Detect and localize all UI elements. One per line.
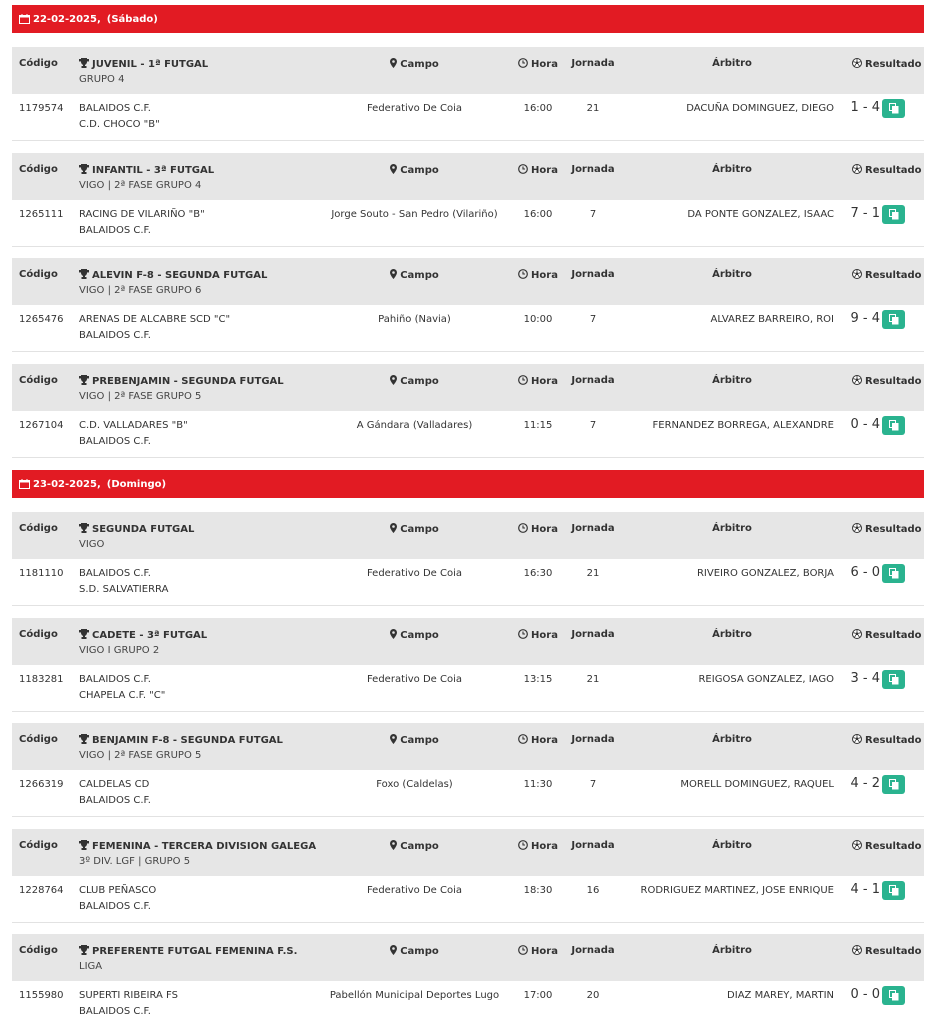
match-row[interactable]	[12, 981, 924, 1018]
hora-value: 16:00	[523, 103, 553, 114]
away-team[interactable]: BALAIDOS C.F.	[79, 225, 151, 236]
resultado-header	[852, 945, 922, 957]
jornada-header: Jornada	[571, 375, 615, 386]
match-header-row	[12, 512, 924, 559]
campo-value: Federativo De Coia	[366, 568, 463, 579]
copy-result-button[interactable]	[882, 986, 905, 1005]
code-header: Código	[19, 375, 58, 386]
campo-value: Foxo (Caldelas)	[376, 779, 453, 790]
campo-header	[322, 840, 507, 852]
map-marker-icon	[390, 269, 397, 279]
copy-icon	[889, 420, 899, 431]
trophy-icon	[79, 375, 89, 385]
jornada-value: 7	[589, 420, 597, 431]
hora-header-label: Hora	[531, 735, 558, 746]
campo-header-label: Campo	[400, 630, 439, 641]
resultado-header-label: Resultado	[865, 165, 922, 176]
arbitro-header: Árbitro	[712, 523, 752, 534]
match-header-row	[12, 364, 924, 411]
match-header-row	[12, 934, 924, 981]
resultado-header	[852, 523, 922, 535]
jornada-header: Jornada	[571, 269, 615, 280]
competition-name	[79, 734, 283, 746]
home-team[interactable]: CLUB PEÑASCO	[79, 885, 157, 896]
copy-result-button[interactable]	[882, 564, 905, 583]
map-marker-icon	[390, 945, 397, 955]
map-marker-icon	[390, 734, 397, 744]
match-score: 0 - 4	[850, 417, 880, 432]
hora-value: 16:00	[523, 209, 553, 220]
jornada-value: 7	[589, 314, 597, 325]
match-score: 1 - 4	[850, 100, 880, 115]
hora-header-label: Hora	[531, 524, 558, 535]
jornada-value: 7	[589, 209, 597, 220]
campo-value: Jorge Souto - San Pedro (Vilariño)	[331, 209, 498, 220]
competition-name	[79, 269, 267, 281]
arbitro-value: FERNANDEZ BORREGA, ALEXANDRE	[652, 420, 834, 431]
campo-header	[322, 269, 507, 281]
home-team[interactable]: BALAIDOS C.F.	[79, 674, 151, 685]
resultado-header-label: Resultado	[865, 735, 922, 746]
competition-label: ALEVIN F-8 - SEGUNDA FUTGAL	[92, 270, 268, 281]
arbitro-value: MORELL DOMINGUEZ, RAQUEL	[680, 779, 834, 790]
map-marker-icon	[390, 164, 397, 174]
match-header-row	[12, 829, 924, 876]
trophy-icon	[79, 945, 89, 955]
map-marker-icon	[390, 58, 397, 68]
match-card	[12, 829, 924, 923]
match-row[interactable]	[12, 94, 924, 141]
hora-header-label: Hora	[531, 165, 558, 176]
day-header	[12, 5, 924, 33]
soccer-ball-icon	[852, 164, 862, 174]
hora-header	[512, 945, 564, 957]
soccer-ball-icon	[852, 58, 862, 68]
code-header: Código	[19, 269, 58, 280]
code-header: Código	[19, 523, 58, 534]
arbitro-value: DA PONTE GONZALEZ, ISAAC	[687, 209, 834, 220]
competition-group: VIGO | 2ª FASE GRUPO 6	[79, 285, 202, 296]
clock-icon	[518, 269, 528, 279]
jornada-value: 20	[586, 990, 600, 1001]
competition-group: VIGO | 2ª FASE GRUPO 5	[79, 391, 202, 402]
copy-result-button[interactable]	[882, 310, 905, 329]
arbitro-header: Árbitro	[712, 269, 752, 280]
hora-header-label: Hora	[531, 376, 558, 387]
arbitro-value: RIVEIRO GONZALEZ, BORJA	[696, 568, 834, 579]
copy-icon	[889, 779, 899, 790]
match-card	[12, 364, 924, 458]
competition-name	[79, 523, 194, 535]
match-score: 0 - 0	[850, 987, 880, 1002]
jornada-header: Jornada	[571, 629, 615, 640]
home-team[interactable]: CALDELAS CD	[79, 779, 150, 790]
trophy-icon	[79, 269, 89, 279]
match-card	[12, 153, 924, 247]
home-team[interactable]: BALAIDOS C.F.	[79, 103, 151, 114]
arbitro-header: Árbitro	[712, 734, 752, 745]
competition-name	[79, 164, 214, 176]
campo-value: Federativo De Coia	[366, 103, 463, 114]
competition-label: PREBENJAMIN - SEGUNDA FUTGAL	[92, 376, 284, 387]
competition-group: VIGO | 2ª FASE GRUPO 4	[79, 180, 202, 191]
campo-header-label: Campo	[400, 841, 439, 852]
competition-group: GRUPO 4	[79, 74, 125, 85]
jornada-header: Jornada	[571, 164, 615, 175]
map-marker-icon	[390, 523, 397, 533]
trophy-icon	[79, 58, 89, 68]
resultado-header-label: Resultado	[865, 376, 922, 387]
competition-group: VIGO I GRUPO 2	[79, 645, 160, 656]
soccer-ball-icon	[852, 269, 862, 279]
hora-header	[512, 523, 564, 535]
match-code: 1266319	[19, 779, 64, 790]
match-code: 1155980	[19, 990, 64, 1001]
resultado-header	[852, 164, 922, 176]
hora-header	[512, 164, 564, 176]
code-header: Código	[19, 840, 58, 851]
clock-icon	[518, 629, 528, 639]
match-code: 1265476	[19, 314, 64, 325]
map-marker-icon	[390, 840, 397, 850]
clock-icon	[518, 164, 528, 174]
resultado-header	[852, 734, 922, 746]
copy-result-button[interactable]	[882, 205, 905, 224]
competition-group: LIGA	[79, 961, 103, 972]
campo-header	[322, 734, 507, 746]
copy-result-button[interactable]	[882, 775, 905, 794]
arbitro-value: ALVAREZ BARREIRO, ROI	[710, 314, 834, 325]
campo-header-label: Campo	[400, 735, 439, 746]
campo-header	[322, 629, 507, 641]
competition-label: SEGUNDA FUTGAL	[92, 524, 195, 535]
clock-icon	[518, 523, 528, 533]
campo-value: A Gándara (Valladares)	[356, 420, 473, 431]
competition-name	[79, 629, 207, 641]
campo-header-label: Campo	[400, 376, 439, 387]
competition-label: BENJAMIN F-8 - SEGUNDA FUTGAL	[92, 735, 283, 746]
arbitro-header: Árbitro	[712, 840, 752, 851]
match-code: 1265111	[19, 209, 64, 220]
hora-header-label: Hora	[531, 946, 558, 957]
match-row[interactable]	[12, 559, 924, 606]
arbitro-value: DIAZ MAREY, MARTIN	[727, 990, 834, 1001]
match-code: 1267104	[19, 420, 64, 431]
match-header-row	[12, 258, 924, 305]
competition-name	[79, 945, 297, 957]
campo-header-label: Campo	[400, 165, 439, 176]
calendar-icon	[19, 14, 30, 24]
arbitro-value: REIGOSA GONZALEZ, IAGO	[698, 674, 834, 685]
hora-value: 13:15	[523, 674, 553, 685]
copy-icon	[889, 568, 899, 579]
away-team[interactable]: BALAIDOS C.F.	[79, 330, 151, 341]
soccer-ball-icon	[852, 523, 862, 533]
code-header: Código	[19, 734, 58, 745]
match-header-row	[12, 618, 924, 665]
copy-result-button[interactable]	[882, 99, 905, 118]
day-weekday: (Domingo)	[106, 478, 167, 490]
arbitro-header: Árbitro	[712, 375, 752, 386]
code-header: Código	[19, 164, 58, 175]
map-marker-icon	[390, 629, 397, 639]
match-card	[12, 47, 924, 141]
campo-header-label: Campo	[400, 946, 439, 957]
competition-name	[79, 58, 208, 70]
hora-header-label: Hora	[531, 630, 558, 641]
jornada-value: 21	[586, 674, 600, 685]
hora-header	[512, 375, 564, 387]
resultado-header-label: Resultado	[865, 59, 922, 70]
away-team[interactable]: BALAIDOS C.F.	[79, 795, 151, 806]
jornada-header: Jornada	[571, 945, 615, 956]
match-card	[12, 618, 924, 712]
trophy-icon	[79, 629, 89, 639]
resultado-header	[852, 269, 922, 281]
resultado-header	[852, 629, 922, 641]
copy-icon	[889, 885, 899, 896]
clock-icon	[518, 734, 528, 744]
map-marker-icon	[390, 375, 397, 385]
match-row[interactable]	[12, 770, 924, 817]
hora-header	[512, 734, 564, 746]
arbitro-header: Árbitro	[712, 58, 752, 69]
match-score: 4 - 2	[850, 776, 880, 791]
match-row[interactable]	[12, 876, 924, 923]
match-row[interactable]	[12, 411, 924, 458]
competition-group: VIGO	[79, 539, 105, 550]
match-row[interactable]	[12, 305, 924, 352]
match-code: 1181110	[19, 568, 64, 579]
campo-value: Federativo De Coia	[366, 674, 463, 685]
match-code: 1183281	[19, 674, 64, 685]
clock-icon	[518, 840, 528, 850]
copy-result-button[interactable]	[882, 416, 905, 435]
resultado-header-label: Resultado	[865, 946, 922, 957]
resultado-header-label: Resultado	[865, 841, 922, 852]
match-header-row	[12, 47, 924, 94]
day-header	[12, 470, 924, 498]
soccer-ball-icon	[852, 629, 862, 639]
competition-label: FEMENINA - TERCERA DIVISION GALEGA	[92, 841, 317, 852]
code-header: Código	[19, 58, 58, 69]
hora-header	[512, 58, 564, 70]
jornada-value: 21	[586, 568, 600, 579]
competition-group: 3º DIV. LGF | GRUPO 5	[79, 856, 191, 867]
away-team[interactable]: BALAIDOS C.F.	[79, 436, 151, 447]
match-card	[12, 934, 924, 1018]
competition-label: CADETE - 3ª FUTGAL	[92, 630, 208, 641]
trophy-icon	[79, 523, 89, 533]
match-header-row	[12, 723, 924, 770]
copy-result-button[interactable]	[882, 670, 905, 689]
campo-header-label: Campo	[400, 59, 439, 70]
campo-header	[322, 58, 507, 70]
competition-label: JUVENIL - 1ª FUTGAL	[92, 59, 209, 70]
campo-header	[322, 164, 507, 176]
hora-header-label: Hora	[531, 270, 558, 281]
campo-header-label: Campo	[400, 524, 439, 535]
match-score: 4 - 1	[850, 882, 880, 897]
arbitro-header: Árbitro	[712, 164, 752, 175]
competition-label: PREFERENTE FUTGAL FEMENINA F.S.	[92, 946, 298, 957]
copy-result-button[interactable]	[882, 881, 905, 900]
resultado-header-label: Resultado	[865, 524, 922, 535]
away-team[interactable]: CHAPELA C.F. "C"	[79, 690, 166, 701]
match-code: 1228764	[19, 885, 64, 896]
clock-icon	[518, 58, 528, 68]
day-weekday: (Sábado)	[106, 13, 158, 25]
clock-icon	[518, 945, 528, 955]
trophy-icon	[79, 840, 89, 850]
resultado-header	[852, 58, 922, 70]
day-date: 22-02-2025,	[33, 13, 101, 25]
resultado-header-label: Resultado	[865, 630, 922, 641]
trophy-icon	[79, 734, 89, 744]
match-card	[12, 723, 924, 817]
match-header-row	[12, 153, 924, 200]
arbitro-value: RODRIGUEZ MARTINEZ, JOSE ENRIQUE	[640, 885, 834, 896]
home-team[interactable]: ARENAS DE ALCABRE SCD "C"	[79, 314, 231, 325]
match-card	[12, 512, 924, 606]
competition-group: VIGO | 2ª FASE GRUPO 5	[79, 750, 202, 761]
match-card	[12, 258, 924, 352]
jornada-header: Jornada	[571, 58, 615, 69]
hora-value: 10:00	[523, 314, 553, 325]
hora-value: 11:15	[523, 420, 553, 431]
jornada-value: 16	[586, 885, 600, 896]
arbitro-value: DACUÑA DOMINGUEZ, DIEGO	[686, 103, 834, 114]
match-row[interactable]	[12, 200, 924, 247]
competition-label: INFANTIL - 3ª FUTGAL	[92, 165, 215, 176]
competition-name	[79, 375, 284, 387]
hora-header	[512, 629, 564, 641]
day-date: 23-02-2025,	[33, 478, 101, 490]
home-team[interactable]: BALAIDOS C.F.	[79, 568, 151, 579]
code-header: Código	[19, 629, 58, 640]
hora-header-label: Hora	[531, 841, 558, 852]
away-team[interactable]: BALAIDOS C.F.	[79, 901, 151, 912]
resultado-header-label: Resultado	[865, 270, 922, 281]
match-code: 1179574	[19, 103, 64, 114]
jornada-header: Jornada	[571, 734, 615, 745]
resultado-header	[852, 375, 922, 387]
home-team[interactable]: C.D. VALLADARES "B"	[79, 420, 188, 431]
away-team[interactable]: C.D. CHOCO "B"	[79, 119, 160, 130]
hora-value: 11:30	[523, 779, 553, 790]
copy-icon	[889, 209, 899, 220]
hora-value: 17:00	[523, 990, 553, 1001]
match-score: 9 - 4	[850, 311, 880, 326]
campo-header	[322, 945, 507, 957]
home-team[interactable]: SUPERTI RIBEIRA FS	[79, 990, 178, 1001]
copy-icon	[889, 103, 899, 114]
clock-icon	[518, 375, 528, 385]
match-score: 3 - 4	[850, 671, 880, 686]
hora-header-label: Hora	[531, 59, 558, 70]
hora-header	[512, 269, 564, 281]
copy-icon	[889, 990, 899, 1001]
arbitro-header: Árbitro	[712, 629, 752, 640]
soccer-ball-icon	[852, 840, 862, 850]
calendar-icon	[19, 479, 30, 489]
match-score: 7 - 1	[850, 206, 880, 221]
jornada-value: 7	[589, 779, 597, 790]
away-team[interactable]: S.D. SALVATIERRA	[79, 584, 169, 595]
campo-header	[322, 375, 507, 387]
campo-value: Pabellón Municipal Deportes Lugo	[329, 990, 500, 1001]
soccer-ball-icon	[852, 734, 862, 744]
soccer-ball-icon	[852, 945, 862, 955]
jornada-header: Jornada	[571, 523, 615, 534]
away-team[interactable]: BALAIDOS C.F.	[79, 1006, 151, 1017]
hora-value: 18:30	[523, 885, 553, 896]
match-row[interactable]	[12, 665, 924, 712]
code-header: Código	[19, 945, 58, 956]
arbitro-header: Árbitro	[712, 945, 752, 956]
trophy-icon	[79, 164, 89, 174]
copy-icon	[889, 674, 899, 685]
jornada-header: Jornada	[571, 840, 615, 851]
resultado-header	[852, 840, 922, 852]
match-score: 6 - 0	[850, 565, 880, 580]
jornada-value: 21	[586, 103, 600, 114]
competition-name	[79, 840, 316, 852]
hora-header	[512, 840, 564, 852]
copy-icon	[889, 314, 899, 325]
campo-header-label: Campo	[400, 270, 439, 281]
hora-value: 16:30	[523, 568, 553, 579]
campo-value: Pahiño (Navia)	[378, 314, 451, 325]
campo-value: Federativo De Coia	[366, 885, 463, 896]
campo-header	[322, 523, 507, 535]
soccer-ball-icon	[852, 375, 862, 385]
home-team[interactable]: RACING DE VILARIÑO "B"	[79, 209, 205, 220]
